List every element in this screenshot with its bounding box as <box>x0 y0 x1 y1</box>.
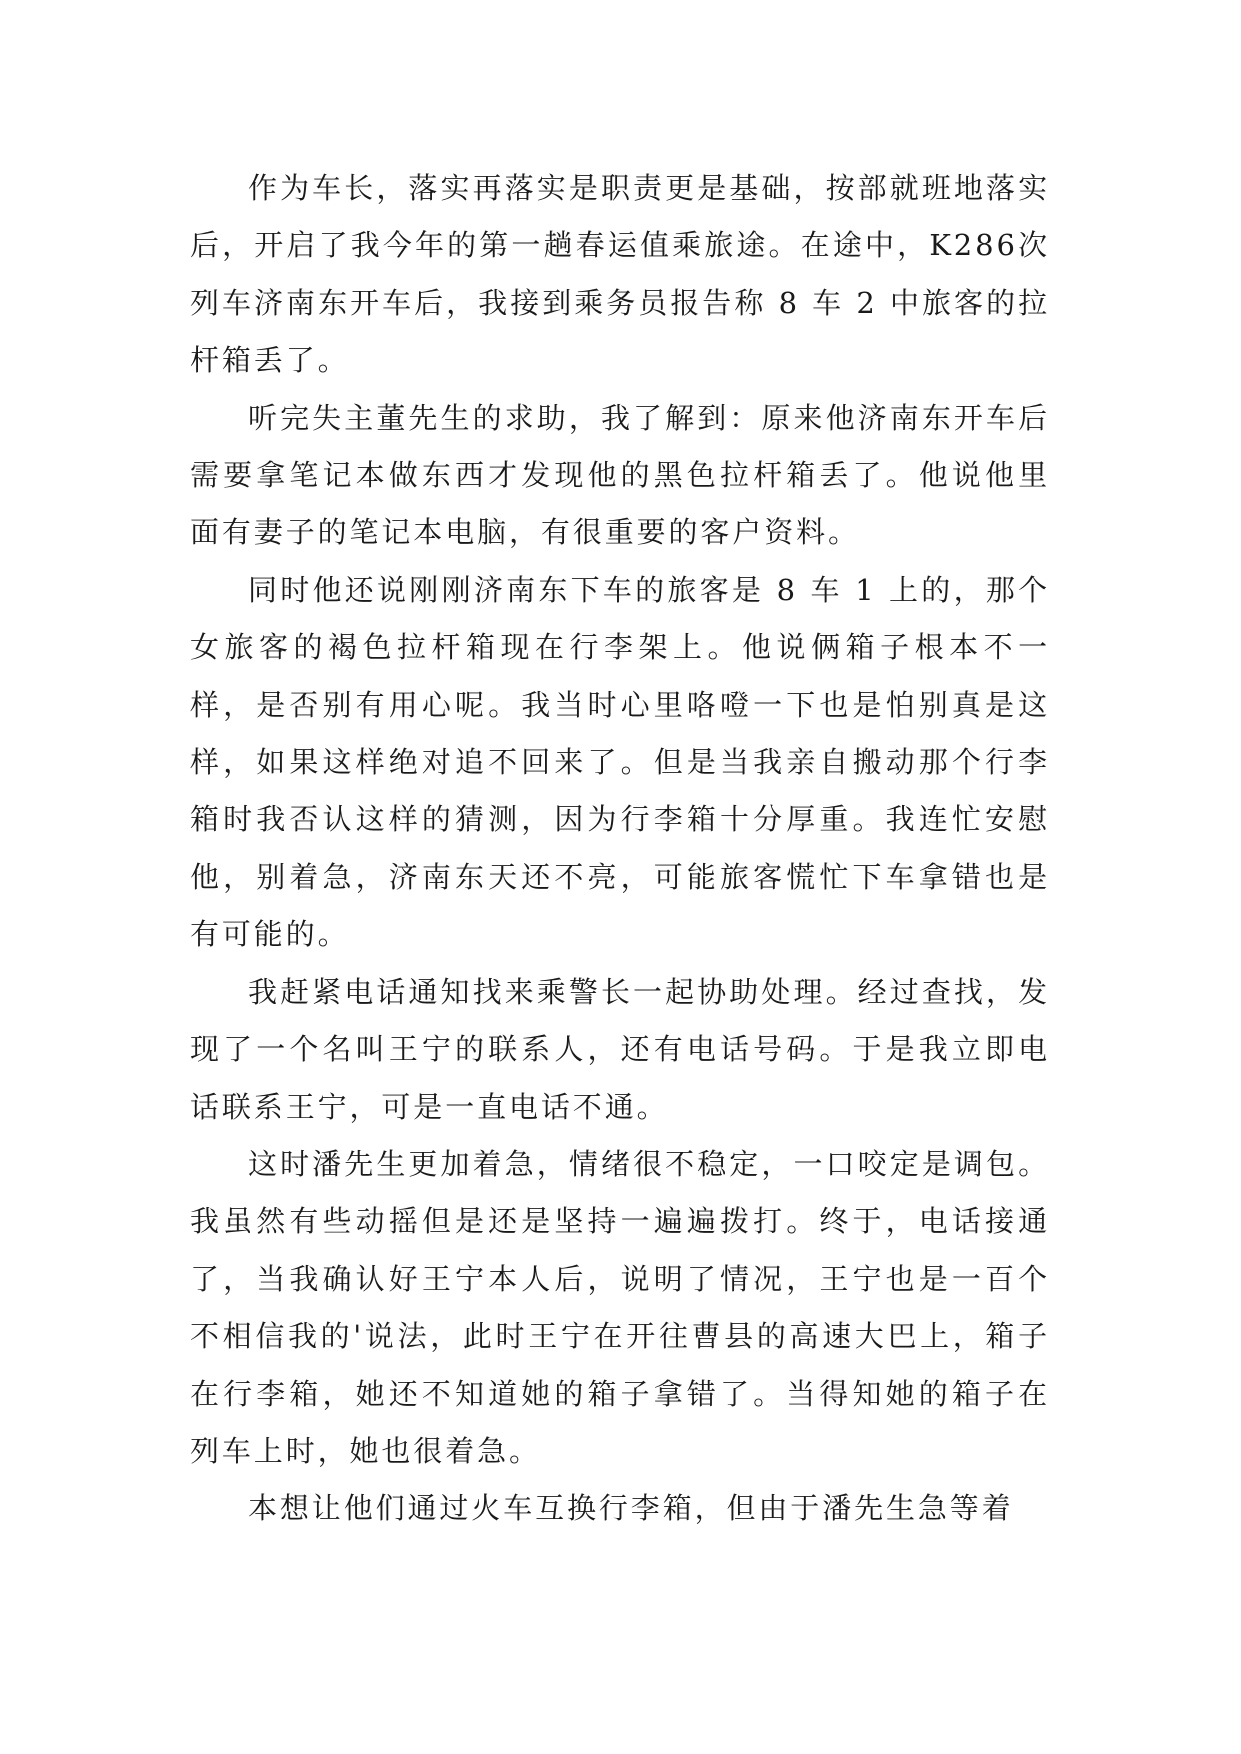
body-text <box>190 160 1050 1538</box>
paragraph-4: 我赶紧电话通知找来乘警长一起协助处理。经过查找，发现了一个名叫王宁的联系人，还有电话号码。于是我立即电话联系王宁，可是一直电话不通。 <box>190 974 1050 1124</box>
paragraph-2: 听完失主董先生的求助，我了解到：原来他济南东开车后需要拿笔记本做东西才发现他的黑色拉杆箱丢了。他说他里面有妻子的笔记本电脑，有很重要的客户资料。 <box>190 400 1050 550</box>
paragraph-1: 作为车长，落实再落实是职责更是基础，按部就班地落实后，开启了我今年的第一趟春运值乘旅途。在途中，K286次列车济南东开车后，我接到乘务员报告称 8 车 2 中旅客的拉杆箱丢了。 <box>190 171 1050 378</box>
paragraph-5: 这时潘先生更加着急，情绪很不稳定，一口咬定是调包。我虽然有些动摇但是还是坚持一遍遍拨打。终于，电话接通了，当我确认好王宁本人后，说明了情况，王宁也是一百个不相信我的'说法，此时王宁在开往曹县的高速大巴上，箱子在行李箱，她还不知道她的箱子拿错了。当得知她的箱子在列车上时，她也很着急。 <box>190 1146 1050 1468</box>
paragraph-6: 本想让他们通过火车互换行李箱，但由于潘先生急等着 <box>248 1491 1014 1526</box>
paragraph-3: 同时他还说刚刚济南东下车的旅客是 8 车 1 上的，那个女旅客的褐色拉杆箱现在行李架上。他说俩箱子根本不一样，是否别有用心呢。我当时心里咯噔一下也是怕别真是这样，如果这样绝对追不回来了。但是当我亲自搬动那个行李箱时我否认这样的猜测，因为行李箱十分厚重。我连忙安慰他，别着急，济南东天还不亮，可能旅客慌忙下车拿错也是有可能的。 <box>190 572 1050 952</box>
